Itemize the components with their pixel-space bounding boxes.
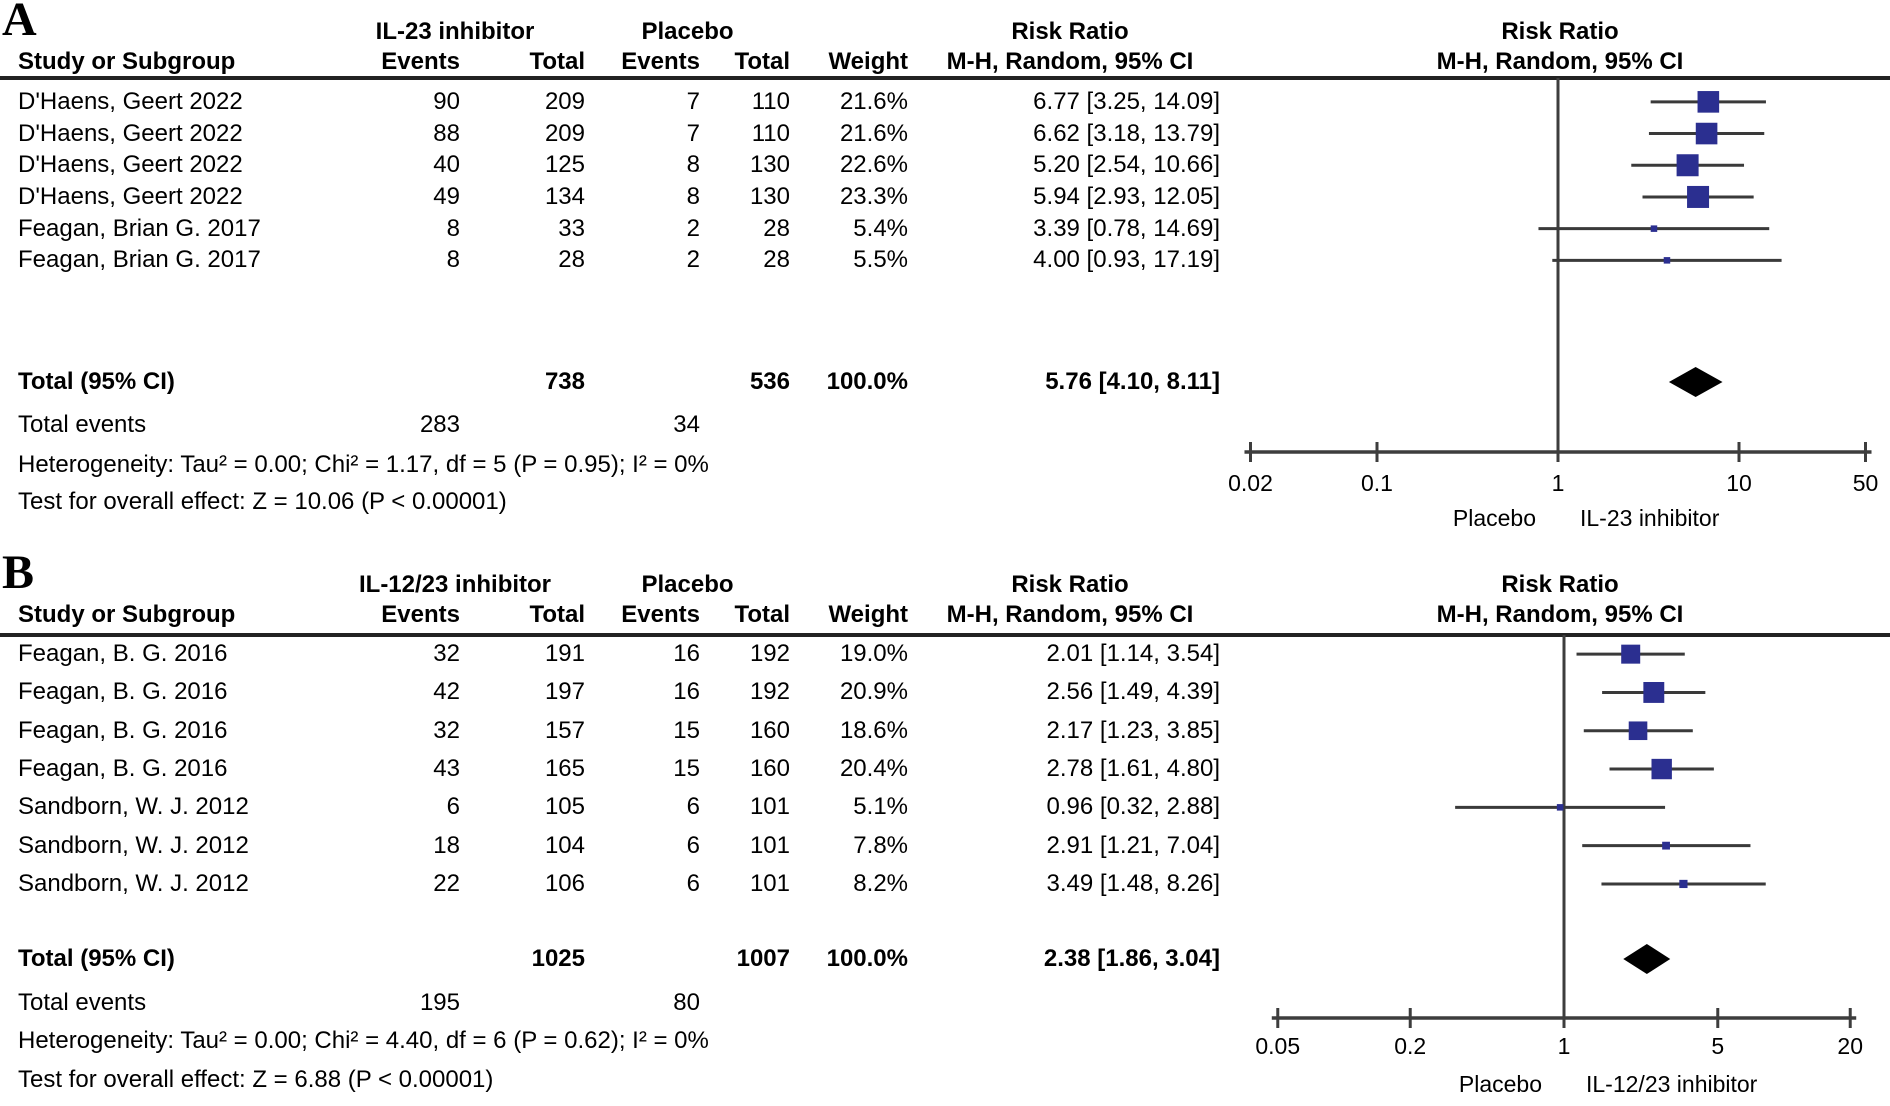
tick-label: 10 [1726, 470, 1752, 496]
panel-letter: B [2, 546, 35, 599]
control-group-header: Placebo [641, 571, 734, 598]
control-events: 7 [686, 119, 700, 147]
total-events-control: 34 [673, 411, 700, 438]
risk-ratio-ci: 2.56 [1.49, 4.39] [1046, 678, 1220, 706]
risk-ratio-ci: 3.49 [1.48, 8.26] [1046, 869, 1220, 897]
favours-right-label: IL-23 inhibitor [1580, 505, 1720, 531]
col-header-events-treatment: Events [381, 48, 460, 75]
panel-b [0, 546, 1890, 1106]
weight: 21.6% [839, 87, 908, 115]
total-label: Total (95% CI) [18, 368, 175, 395]
total-label: Total (95% CI) [18, 945, 175, 972]
col-header-total-control: Total [734, 48, 790, 75]
control-events: 16 [673, 678, 700, 706]
study-name: Feagan, B. G. 2016 [18, 678, 228, 706]
weight: 5.4% [853, 214, 908, 242]
weight: 19.0% [839, 640, 908, 668]
favours-left-label: Placebo [1452, 505, 1536, 531]
effect-square [1679, 880, 1687, 888]
control-total: 130 [749, 151, 790, 179]
tick-label: 0.05 [1255, 1033, 1301, 1059]
weight: 20.9% [839, 678, 908, 706]
effect-square [1557, 804, 1564, 811]
control-events: 2 [686, 246, 700, 274]
treatment-total: 209 [544, 87, 585, 115]
col-header-study: Study or Subgroup [18, 48, 236, 75]
treatment-events: 32 [433, 640, 460, 668]
col-header-total-treatment: Total [529, 601, 585, 628]
total-treatment-n: 738 [544, 368, 585, 395]
effect-square [1651, 759, 1671, 779]
control-events: 6 [686, 793, 700, 821]
treatment-events: 42 [433, 678, 460, 706]
favours-right-label: IL-12/23 inhibitor [1586, 1071, 1758, 1097]
weight: 22.6% [839, 151, 908, 179]
control-total: 160 [749, 755, 790, 783]
control-total: 101 [749, 793, 790, 821]
risk-ratio-ci: 5.20 [2.54, 10.66] [1033, 151, 1220, 179]
overall-effect-line: Test for overall effect: Z = 6.88 (P < 0.00001) [18, 1066, 494, 1093]
study-name: Feagan, Brian G. 2017 [18, 246, 261, 274]
treatment-total: 157 [544, 716, 585, 744]
col-header-study: Study or Subgroup [18, 601, 236, 628]
risk-ratio-ci: 4.00 [0.93, 17.19] [1033, 246, 1220, 274]
treatment-events: 88 [433, 119, 460, 147]
effect-square [1687, 186, 1709, 208]
study-name: D'Haens, Geert 2022 [18, 87, 243, 115]
risk-ratio-ci: 6.62 [3.18, 13.79] [1033, 119, 1220, 147]
study-name: Feagan, B. G. 2016 [18, 716, 228, 744]
risk-ratio-ci: 2.91 [1.21, 7.04] [1046, 831, 1220, 859]
treatment-events: 8 [446, 214, 460, 242]
weight: 7.8% [853, 831, 908, 859]
study-name: Feagan, B. G. 2016 [18, 640, 228, 668]
treatment-events: 90 [433, 87, 460, 115]
summary-diamond [1669, 367, 1723, 397]
weight: 8.2% [853, 869, 908, 897]
control-events: 8 [686, 151, 700, 179]
control-events: 16 [673, 640, 700, 668]
effect-title-text: Risk Ratio [1011, 571, 1129, 598]
tick-label: 5 [1711, 1033, 1725, 1059]
weight: 21.6% [839, 119, 908, 147]
control-total: 101 [749, 831, 790, 859]
tick-label: 20 [1837, 1033, 1864, 1059]
control-total: 28 [763, 246, 790, 274]
tick-label: 50 [1852, 470, 1879, 496]
col-header-events-control: Events [621, 48, 700, 75]
control-events: 15 [673, 755, 700, 783]
risk-ratio-ci: 3.39 [0.78, 14.69] [1033, 214, 1220, 242]
effect-square [1651, 225, 1658, 232]
tick-label: 0.2 [1394, 1033, 1427, 1059]
risk-ratio-ci: 2.78 [1.61, 4.80] [1046, 755, 1220, 783]
risk-ratio-ci: 5.94 [2.93, 12.05] [1033, 182, 1220, 210]
study-name: D'Haens, Geert 2022 [18, 182, 243, 210]
total-control-n: 1007 [736, 945, 790, 972]
weight: 23.3% [839, 182, 908, 210]
control-events: 8 [686, 182, 700, 210]
treatment-events: 49 [433, 182, 460, 210]
treatment-total: 165 [544, 755, 585, 783]
treatment-total: 134 [544, 182, 585, 210]
treatment-total: 125 [544, 151, 585, 179]
effect-square [1621, 645, 1640, 664]
control-events: 6 [686, 831, 700, 859]
treatment-events: 8 [446, 246, 460, 274]
total-events-treatment: 195 [419, 989, 460, 1016]
control-total: 110 [751, 87, 790, 115]
forest-plot-canvas [1040, 553, 1890, 1106]
treatment-total: 105 [544, 793, 585, 821]
forest-plot-canvas [1040, 0, 1890, 553]
control-total: 192 [749, 678, 790, 706]
study-name: Feagan, B. G. 2016 [18, 755, 228, 783]
col-header-method-plot: M-H, Random, 95% CI [1436, 48, 1684, 75]
total-events-treatment: 283 [419, 411, 460, 438]
col-header-method-text: M-H, Random, 95% CI [946, 48, 1194, 75]
total-control-n: 536 [749, 368, 790, 395]
control-group-header: Placebo [641, 18, 734, 45]
effect-square [1696, 123, 1718, 145]
treatment-events: 18 [433, 831, 460, 859]
col-header-events-control: Events [621, 601, 700, 628]
treatment-total: 209 [544, 119, 585, 147]
risk-ratio-ci: 0.96 [0.32, 2.88] [1046, 793, 1220, 821]
study-name: D'Haens, Geert 2022 [18, 119, 243, 147]
risk-ratio-ci: 2.17 [1.23, 3.85] [1046, 716, 1220, 744]
weight: 18.6% [839, 716, 908, 744]
total-risk-ratio-ci: 2.38 [1.86, 3.04] [1043, 945, 1220, 972]
total-weight: 100.0% [826, 945, 908, 972]
control-total: 110 [751, 119, 790, 147]
col-header-method-plot: M-H, Random, 95% CI [1436, 601, 1684, 628]
treatment-total: 106 [544, 869, 585, 897]
treatment-group-header: IL-12/23 inhibitor [358, 571, 552, 598]
tick-label: 0.1 [1361, 470, 1393, 496]
risk-ratio-ci: 6.77 [3.25, 14.09] [1033, 87, 1220, 115]
heterogeneity-line: Heterogeneity: Tau² = 0.00; Chi² = 4.40, df = 6 (P = 0.62); I² = 0% [18, 1027, 709, 1054]
col-header-method-text: M-H, Random, 95% CI [946, 601, 1194, 628]
control-events: 6 [686, 869, 700, 897]
effect-square [1664, 257, 1671, 264]
control-total: 160 [749, 716, 790, 744]
weight: 5.1% [853, 793, 908, 821]
control-events: 15 [673, 716, 700, 744]
effect-square [1677, 154, 1699, 176]
treatment-total: 33 [558, 214, 585, 242]
tick-label: 1 [1551, 470, 1565, 496]
col-header-total-control: Total [734, 601, 790, 628]
overall-effect-line: Test for overall effect: Z = 10.06 (P < 0.00001) [18, 488, 507, 515]
treatment-group-header: IL-23 inhibitor [375, 18, 535, 45]
total-events-control: 80 [673, 989, 700, 1016]
control-total: 130 [749, 182, 790, 210]
total-events-label: Total events [18, 989, 147, 1016]
control-events: 2 [686, 214, 700, 242]
summary-diamond [1623, 944, 1670, 974]
effect-square [1629, 721, 1648, 740]
treatment-total: 104 [544, 831, 585, 859]
effect-square [1643, 682, 1664, 703]
col-header-weight: Weight [828, 601, 908, 628]
total-weight: 100.0% [826, 368, 908, 395]
control-total: 28 [763, 214, 790, 242]
weight: 5.5% [853, 246, 908, 274]
control-total: 192 [749, 640, 790, 668]
total-events-label: Total events [18, 411, 147, 438]
effect-title-text: Risk Ratio [1011, 18, 1129, 45]
col-header-events-treatment: Events [381, 601, 460, 628]
effect-title-plot: Risk Ratio [1501, 18, 1619, 45]
treatment-events: 43 [433, 755, 460, 783]
total-treatment-n: 1025 [531, 945, 585, 972]
control-events: 7 [686, 87, 700, 115]
study-name: Feagan, Brian G. 2017 [18, 214, 261, 242]
control-total: 101 [749, 869, 790, 897]
study-name: Sandborn, W. J. 2012 [18, 793, 249, 821]
risk-ratio-ci: 2.01 [1.14, 3.54] [1046, 640, 1220, 668]
treatment-total: 28 [558, 246, 585, 274]
tick-label: 1 [1557, 1033, 1571, 1059]
effect-title-plot: Risk Ratio [1501, 571, 1619, 598]
favours-left-label: Placebo [1458, 1071, 1542, 1097]
treatment-events: 22 [433, 869, 460, 897]
study-name: Sandborn, W. J. 2012 [18, 869, 249, 897]
weight: 20.4% [839, 755, 908, 783]
effect-square [1698, 91, 1720, 113]
heterogeneity-line: Heterogeneity: Tau² = 0.00; Chi² = 1.17, df = 5 (P = 0.95); I² = 0% [18, 451, 709, 478]
treatment-events: 40 [433, 151, 460, 179]
treatment-events: 6 [446, 793, 460, 821]
panel-letter: A [2, 0, 37, 46]
effect-square [1662, 842, 1670, 850]
col-header-weight: Weight [828, 48, 908, 75]
treatment-events: 32 [433, 716, 460, 744]
tick-label: 0.02 [1228, 470, 1273, 496]
study-name: Sandborn, W. J. 2012 [18, 831, 249, 859]
col-header-total-treatment: Total [529, 48, 585, 75]
treatment-total: 191 [544, 640, 585, 668]
study-name: D'Haens, Geert 2022 [18, 151, 243, 179]
treatment-total: 197 [544, 678, 585, 706]
total-risk-ratio-ci: 5.76 [4.10, 8.11] [1045, 368, 1220, 395]
